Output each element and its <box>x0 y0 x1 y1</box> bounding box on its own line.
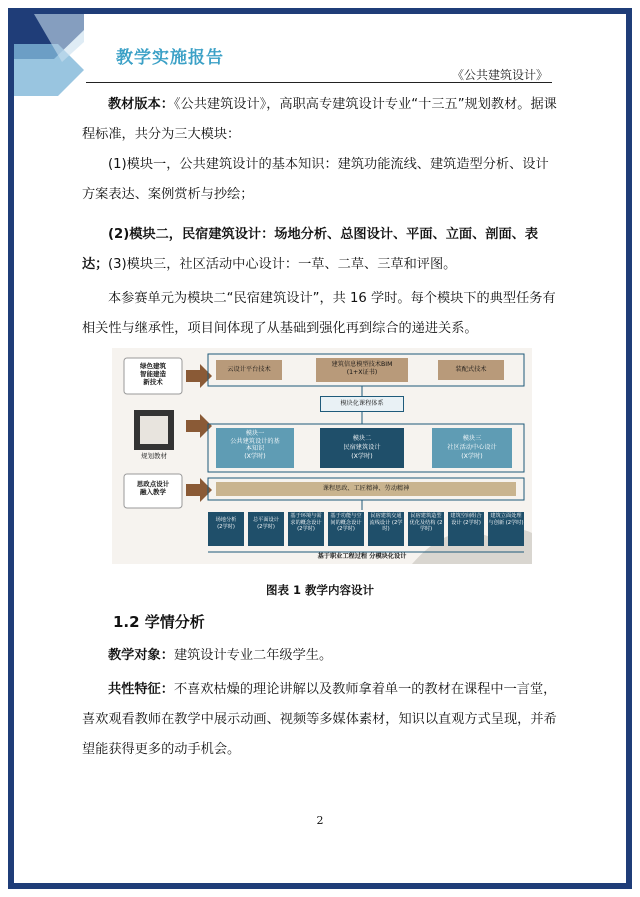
section-heading: 1.2 学情分析 <box>113 613 205 631</box>
header-rule <box>86 82 552 83</box>
module-two: 模块二 民宿建筑设计 (X学时) <box>320 428 404 468</box>
common-label: 共性特征： <box>108 682 174 697</box>
task-2: 总平面设计 (2学时) <box>248 512 284 546</box>
task-1: 场地分析 (2学时) <box>208 512 244 546</box>
module1-text: (1)模块一，公共建筑设计的基本知识：建筑功能流线、建筑造型分析、设计方案表达、案例赏析与抄绘； <box>82 157 549 202</box>
module-three: 模块三 社区活动中心设计 (X学时) <box>432 428 512 468</box>
label-green-building: 绿色建筑 智能建造 新技术 <box>140 362 166 386</box>
label-textbook: 规划教材 <box>141 452 167 460</box>
task-4: 基于功能与空间的概念设计 (2学时) <box>328 512 364 546</box>
tech-bim: 建筑信息模型技术BIM (1+X证书) <box>316 358 408 382</box>
module3-text: (3)模块三，社区活动中心设计：一草、二草、三草和评图。 <box>108 257 457 272</box>
paragraph-target <box>82 641 560 671</box>
module2-text: (2)模块二，民宿建筑设计：场地分析、总图设计、平面、立面、剖面、表达； <box>82 227 539 272</box>
textbook-text: 《公共建筑设计》，高职高专建筑设计专业“十三五”规划教材。据课程标准，共分为三大模块： <box>82 97 557 142</box>
header-title: 教学实施报告 <box>116 48 224 68</box>
figure-caption: 图表 1 教学内容设计 <box>265 583 374 597</box>
tech-prefab: 装配式技术 <box>438 360 504 380</box>
course-system: 模块化课程体系 <box>320 396 404 412</box>
task-3: 基于环境与需求的概念设计 (2学时) <box>288 512 324 546</box>
paragraph-textbook <box>82 90 560 150</box>
header-course: 《公共建筑设计》 <box>451 68 548 82</box>
textbook-label: 教材版本： <box>108 97 174 112</box>
task-7: 建筑空间组合设计 (2学时) <box>448 512 484 546</box>
task-8: 建筑立面处理与创新 (2学时) <box>488 512 524 546</box>
paragraph-common <box>82 675 560 765</box>
ideology-bar: 课程思政、工匠精神、劳动精神 <box>216 482 516 496</box>
tech-cloud: 云设计平台技术 <box>216 360 282 380</box>
task-5: 民宿建筑交通流线设计 (2学时) <box>368 512 404 546</box>
page-number: 2 <box>316 814 324 827</box>
header-decoration <box>14 14 84 104</box>
module-one: 模块一 公共建筑设计的基 本知识 (X学时) <box>216 428 294 468</box>
teaching-content-figure <box>112 348 532 564</box>
bottom-label: 基于职业工程过程 分模块化设计 <box>317 553 407 560</box>
label-ideology: 思政点设计 融入教学 <box>136 480 170 496</box>
target-label: 教学对象： <box>108 648 174 663</box>
task-6: 民宿建筑造型优化及结构 (2学时) <box>408 512 444 546</box>
target-text: 建筑设计专业二年级学生。 <box>173 648 333 663</box>
paragraph-unit: 本参赛单元为模块二“民宿建筑设计”，共 16 学时。每个模块下的典型任务有相关性与继承性，项目间体现了从基础到强化再到综合的递进关系。 <box>82 291 556 336</box>
common-text: 不喜欢枯燥的理论讲解以及教师拿着单一的教材在课程中一言堂，喜欢观看教师在教学中展示动画、视频等多媒体素材，知识以直观方式呈现，并希望能获得更多的动手机会。 <box>82 682 557 757</box>
